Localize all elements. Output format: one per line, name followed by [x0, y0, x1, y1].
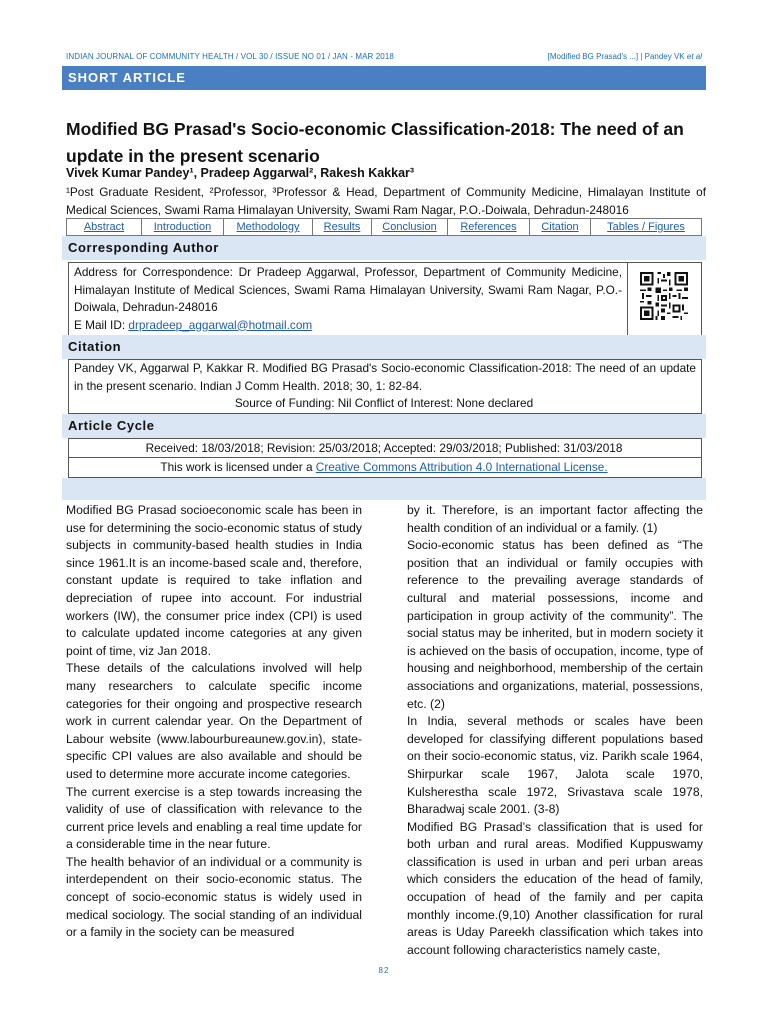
cycle-heading: Article Cycle: [68, 418, 155, 433]
qr-divider: [627, 262, 628, 335]
running-title: [548, 52, 702, 61]
nav-link-conclusion[interactable]: Conclusion: [382, 221, 437, 233]
nav-cell-methodology: [224, 219, 313, 235]
license-link[interactable]: Creative Commons Attribution 4.0 International License.: [315, 460, 608, 474]
article-type: SHORT ARTICLE: [68, 70, 186, 85]
running-title-etal: et al: [686, 52, 702, 61]
body-column-right: [407, 502, 703, 959]
body-paragraph: These details of the calculations involved will help many researchers to calculate specific income categories for their ongoing and prospective research work in current calendar year. On the Department of Labour website (www.labourbureaunew.gov.in), state-specific CPI values are also available and should be used to determine more accurate income categories.: [66, 661, 362, 781]
nav-link-tables[interactable]: Tables / Figures: [607, 221, 685, 233]
license-prefix: This work is licensed under a: [160, 460, 316, 474]
body-paragraph: Modified BG Prasad socioeconomic scale has been in use for determining the socio-economic status of study subjects in community-based health studies in India since 1961.It is an income-based scale and, therefore, constant update is required to take inflation and depreciation of rupee into account. For industrial workers (IW), the consumer price index (CPI) is used to calculate updated income categories at any given point of time, viz Jan 2018.: [66, 503, 362, 658]
correspondence-address: Address for Correspondence: Dr Pradeep Aggarwal, Professor, Department of Community Medicine, Himalayan Institute of Medical Sciences, Swami Rama Himalayan University, Swami Ram Nagar, P.O.-Doiwala, Dehradun-248016: [74, 265, 622, 314]
nav-cell-conclusion: [372, 219, 448, 235]
body-paragraph: The health behavior of an individual or a community is interdependent on their socio-economic status. The concept of socio-economic status is widely used in medical sociology. The social standing of an individual or a family in the society can be measured: [66, 854, 362, 940]
nav-link-citation[interactable]: Citation: [541, 221, 579, 233]
citation-heading-bar: [62, 335, 706, 359]
nav-link-abstract[interactable]: Abstract: [83, 221, 125, 233]
qr-code-icon: [640, 272, 688, 320]
corresponding-heading: Corresponding Author: [68, 240, 219, 255]
body-paragraph: Socio-economic status has been defined as “The position that an individual or family occupies with reference to the prevailing average standards of cultural and material possessions, income and participation in group activity of the community”. The social status may be inherited, but in modern society it is achieved on the basis of occupation, income, type of housing and neighborhood, membership of the certain associations and organizations, material, possessions, etc. (2): [407, 538, 703, 711]
body-column-left: [66, 502, 362, 942]
page-number: 82: [378, 966, 390, 975]
body-paragraph: In India, several methods or scales have been developed for classifying different populations based on their socio-economic status, viz. Parikh scale 1964, Shirpurkar scale 1967, Jalota scale 1970, Kulsherestha scale 1972, Srivastava scale 1978, Bharadwaj scale 2001. (3-8): [407, 714, 703, 817]
body-paragraph: by it. Therefore, is an important factor affecting the health condition of an individual or a family. (1): [407, 503, 703, 535]
email-label: E Mail ID:: [74, 317, 126, 332]
corresponding-heading-bar: [62, 236, 706, 260]
article-type-bar: [62, 66, 706, 90]
nav-cell-citation: [530, 219, 591, 235]
email-line: [74, 317, 622, 335]
nav-link-references[interactable]: References: [460, 221, 517, 233]
nav-link-results[interactable]: Results: [323, 221, 361, 233]
funding-statement: Source of Funding: Nil Conflict of Interest: None declared: [234, 396, 534, 410]
affiliations: ¹Post Graduate Resident, ²Professor, ³Professor & Head, Department of Community Medicine, Himalayan Institute of Medical Sciences, Swami Rama Himalayan University, Swami Ram Nagar, P.O.-Doiwala, Dehradun-248016: [66, 185, 706, 217]
license-line: [68, 460, 700, 474]
section-nav: [66, 218, 702, 236]
article-title: Modified BG Prasad's Socio-economic Classification-2018: The need of an update in the present scenario: [66, 119, 684, 166]
nav-cell-abstract: [67, 219, 142, 235]
running-title-text: [Modified BG Prasad's ...] | Pandey VK: [547, 52, 685, 61]
nav-cell-references: [448, 219, 530, 235]
authors: Vivek Kumar Pandey¹, Pradeep Aggarwal², Rakesh Kakkar³: [66, 166, 415, 180]
nav-cell-results: [313, 219, 372, 235]
nav-link-methodology[interactable]: Methodology: [236, 221, 300, 233]
body-paragraph: The current exercise is a step towards increasing the validity of use of classification with relevance to the current price levels and enabling a real time update for a considerable time in the near future.: [66, 784, 362, 852]
cycle-divider: [68, 457, 702, 458]
corresponding-text: [74, 264, 622, 334]
nav-link-introduction[interactable]: Introduction: [153, 221, 212, 233]
article-dates: Received: 18/03/2018; Revision: 25/03/2018; Accepted: 29/03/2018; Published: 31/03/2018: [145, 441, 623, 455]
body-paragraph: Modified BG Prasad’s classification that is used for both urban and rural areas. Modified Kuppuswamy classification is used in urban and peri urban areas which considers the education of the head of family, occupation of head of the family and per capita monthly income.(9,10) Another classification for rural areas is Uday Pareekh classification which takes into account following characteristics namely caste,: [407, 819, 703, 957]
section-spacer-bar: [62, 478, 706, 500]
nav-cell-tables: [591, 219, 701, 235]
nav-cell-introduction: [142, 219, 224, 235]
citation-heading: Citation: [68, 339, 122, 354]
journal-header: INDIAN JOURNAL OF COMMUNITY HEALTH / VOL 30 / ISSUE NO 01 / JAN - MAR 2018: [66, 52, 394, 61]
citation-text: Pandey VK, Aggarwal P, Kakkar R. Modified BG Prasad's Socio-economic Classification-2018: The need of an update in the present scenario. Indian J Comm Health. 2018; 30, 1: 82-84.: [74, 361, 696, 393]
cycle-heading-bar: [62, 414, 706, 438]
email-link[interactable]: drpradeep_aggarwal@hotmail.com: [128, 317, 313, 332]
